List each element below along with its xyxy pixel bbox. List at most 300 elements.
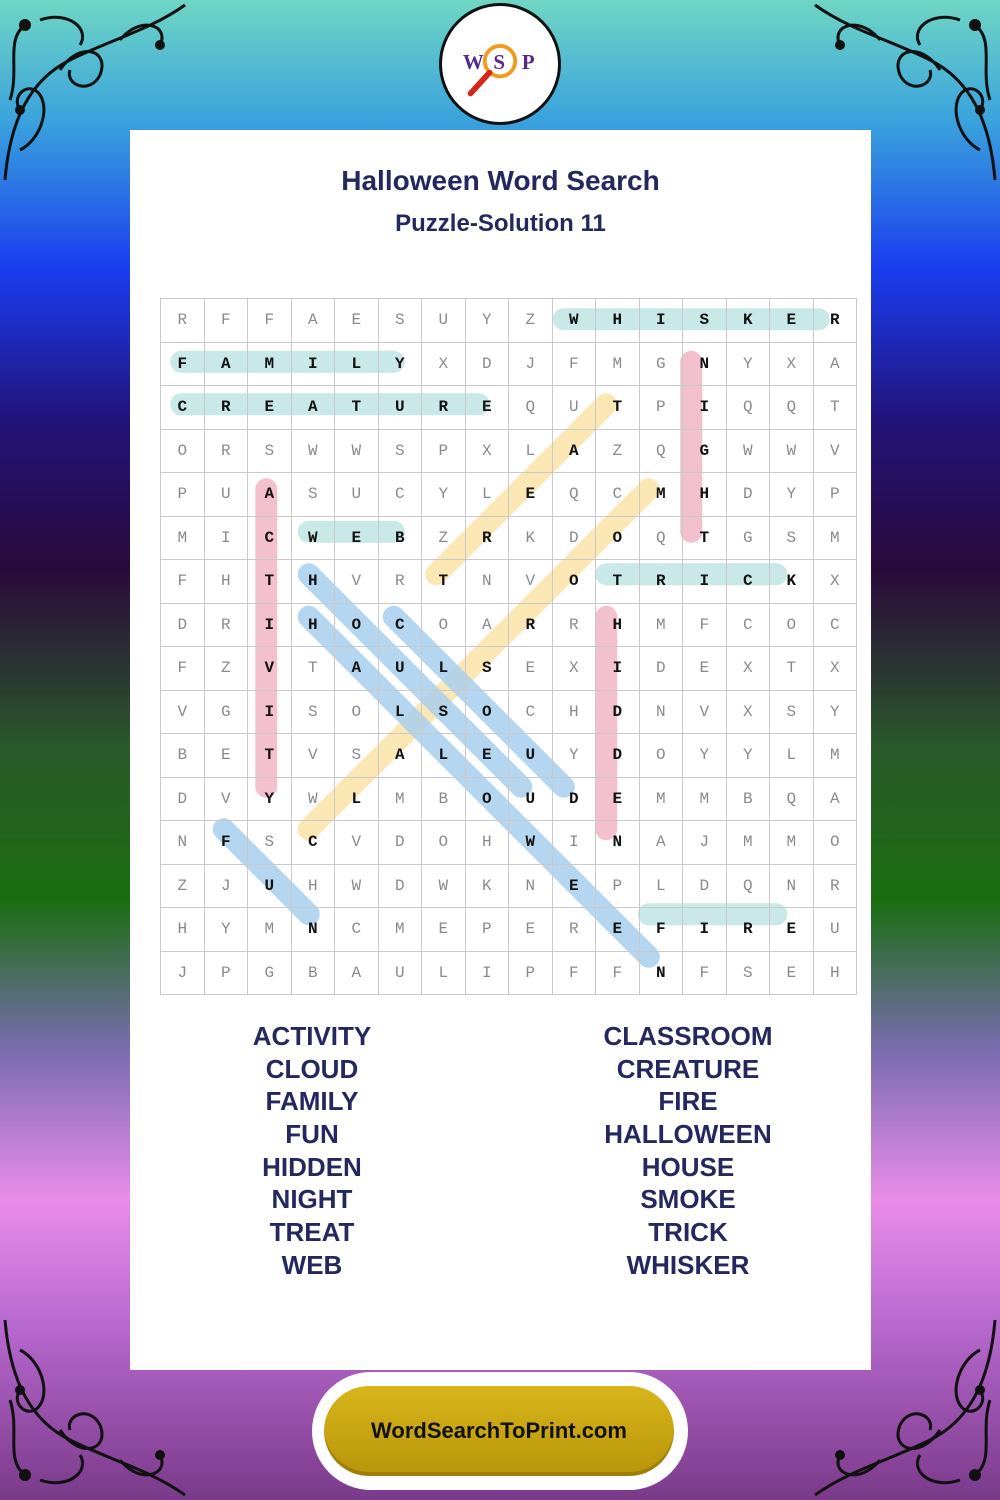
grid-cell: A	[204, 342, 248, 386]
grid-cell: D	[161, 603, 205, 647]
grid-cell: E	[204, 734, 248, 778]
grid-cell: C	[509, 690, 553, 734]
grid-cell: M	[161, 516, 205, 560]
grid-cell: L	[422, 734, 466, 778]
grid-cell: K	[770, 560, 814, 604]
grid-cell: R	[509, 603, 553, 647]
grid-cell: W	[552, 299, 596, 343]
grid-row	[161, 690, 857, 734]
grid-cell: E	[770, 951, 814, 995]
grid-cell: L	[465, 473, 509, 517]
grid-cell: M	[639, 473, 683, 517]
grid-cell: E	[335, 299, 379, 343]
grid-cell: W	[726, 429, 770, 473]
grid-cell: I	[248, 690, 292, 734]
grid-cell: O	[422, 603, 466, 647]
grid-cell: Q	[770, 777, 814, 821]
grid-cell: Z	[596, 429, 640, 473]
grid-row	[161, 647, 857, 691]
word-item: HOUSE	[641, 1151, 735, 1182]
grid-cell: L	[335, 342, 379, 386]
grid-cell: L	[422, 647, 466, 691]
logo-letter-w: W	[462, 49, 484, 74]
grid-cell: Y	[465, 299, 509, 343]
grid-cell: Q	[552, 473, 596, 517]
grid-cell: F	[683, 951, 727, 995]
grid-cell: I	[596, 647, 640, 691]
grid-cell: C	[291, 821, 335, 865]
grid-cell: O	[161, 429, 205, 473]
grid-cell: I	[683, 908, 727, 952]
grid-cell: S	[683, 299, 727, 343]
grid-cell: F	[161, 342, 205, 386]
footer-pill	[312, 1372, 688, 1490]
grid-cell: V	[204, 777, 248, 821]
grid-cell: B	[291, 951, 335, 995]
grid-cell: F	[204, 821, 248, 865]
logo-letter-p: P	[521, 49, 535, 74]
grid-cell: C	[378, 603, 422, 647]
grid-cell: O	[770, 603, 814, 647]
word-item: SMOKE	[640, 1184, 736, 1215]
grid-cell: E	[770, 299, 814, 343]
grid-cell: I	[248, 603, 292, 647]
grid-cell: A	[639, 821, 683, 865]
grid-cell: U	[552, 386, 596, 430]
grid-cell: B	[422, 777, 466, 821]
word-item: FUN	[285, 1119, 339, 1150]
grid-cell: M	[639, 777, 683, 821]
word-item: FIRE	[658, 1086, 718, 1117]
grid-row	[161, 734, 857, 778]
magnifier-handle-icon	[471, 73, 490, 94]
grid-cell: Y	[422, 473, 466, 517]
grid-cell: T	[291, 647, 335, 691]
grid-cell: E	[596, 908, 640, 952]
grid-cell: Y	[204, 908, 248, 952]
word-item: WHISKER	[626, 1249, 750, 1280]
grid-cell: K	[465, 864, 509, 908]
grid-cell: I	[204, 516, 248, 560]
grid-cell: R	[726, 908, 770, 952]
grid-cell: V	[248, 647, 292, 691]
grid-cell: O	[465, 690, 509, 734]
grid-cell: A	[291, 386, 335, 430]
grid-cell: Q	[726, 864, 770, 908]
grid-cell: I	[683, 386, 727, 430]
grid-cell: J	[683, 821, 727, 865]
grid-cell: N	[639, 951, 683, 995]
grid-cell: I	[552, 821, 596, 865]
grid-cell: E	[596, 777, 640, 821]
wsp-logo[interactable]	[439, 3, 561, 125]
page-title: Halloween Word Search	[341, 165, 660, 196]
grid-cell: V	[813, 429, 857, 473]
grid-cell: O	[596, 516, 640, 560]
grid-cell: S	[465, 647, 509, 691]
grid-cell: R	[813, 864, 857, 908]
grid-cell: X	[726, 647, 770, 691]
grid-cell: I	[291, 342, 335, 386]
grid-cell: N	[596, 821, 640, 865]
grid-cell: X	[813, 647, 857, 691]
grid-cell: H	[813, 951, 857, 995]
grid-cell: U	[509, 734, 553, 778]
grid-cell: M	[813, 734, 857, 778]
grid-cell: O	[335, 690, 379, 734]
grid-cell: S	[770, 516, 814, 560]
grid-cell: W	[422, 864, 466, 908]
grid-cell: O	[552, 560, 596, 604]
grid-cell: Y	[726, 734, 770, 778]
grid-row	[161, 386, 857, 430]
grid-cell: M	[248, 342, 292, 386]
word-grid	[160, 298, 840, 982]
grid-cell: V	[335, 821, 379, 865]
grid-cell: O	[335, 603, 379, 647]
grid-cell: W	[509, 821, 553, 865]
grid-cell: E	[509, 647, 553, 691]
grid-cell: N	[683, 342, 727, 386]
grid-cell: Q	[509, 386, 553, 430]
grid-cell: N	[509, 864, 553, 908]
grid-cell: L	[378, 690, 422, 734]
letter-grid	[160, 298, 857, 995]
grid-cell: N	[291, 908, 335, 952]
grid-cell: E	[770, 908, 814, 952]
word-item: NIGHT	[271, 1184, 353, 1215]
grid-cell: X	[770, 342, 814, 386]
grid-row	[161, 560, 857, 604]
word-item: FAMILY	[265, 1086, 359, 1117]
grid-cell: I	[639, 299, 683, 343]
grid-cell: U	[204, 473, 248, 517]
grid-cell: Y	[813, 690, 857, 734]
grid-cell: C	[726, 603, 770, 647]
grid-cell: A	[335, 951, 379, 995]
grid-cell: C	[335, 908, 379, 952]
grid-cell: D	[596, 734, 640, 778]
grid-cell: H	[204, 560, 248, 604]
grid-cell: R	[552, 603, 596, 647]
grid-cell: T	[770, 647, 814, 691]
grid-cell: S	[378, 299, 422, 343]
grid-cell: W	[291, 516, 335, 560]
grid-cell: S	[422, 690, 466, 734]
grid-cell: G	[248, 951, 292, 995]
grid-cell: R	[552, 908, 596, 952]
grid-cell: W	[291, 429, 335, 473]
grid-cell: X	[726, 690, 770, 734]
grid-cell: W	[335, 864, 379, 908]
grid-cell: W	[770, 429, 814, 473]
word-item: CREATURE	[616, 1053, 760, 1084]
grid-cell: X	[465, 429, 509, 473]
grid-cell: P	[422, 429, 466, 473]
grid-cell: A	[378, 734, 422, 778]
grid-cell: M	[248, 908, 292, 952]
grid-cell: U	[378, 951, 422, 995]
grid-cell: D	[552, 516, 596, 560]
grid-cell: F	[248, 299, 292, 343]
grid-row	[161, 342, 857, 386]
grid-cell: Q	[770, 386, 814, 430]
grid-cell: U	[422, 299, 466, 343]
grid-cell: P	[509, 951, 553, 995]
grid-cell: D	[552, 777, 596, 821]
grid-cell: S	[291, 473, 335, 517]
grid-cell: N	[161, 821, 205, 865]
grid-row	[161, 777, 857, 821]
word-item: CLOUD	[265, 1053, 359, 1084]
grid-cell: L	[639, 864, 683, 908]
grid-cell: I	[465, 951, 509, 995]
grid-cell: D	[465, 342, 509, 386]
grid-cell: R	[378, 560, 422, 604]
grid-cell: O	[813, 821, 857, 865]
grid-cell: D	[726, 473, 770, 517]
grid-cell: W	[335, 429, 379, 473]
grid-cell: Y	[552, 734, 596, 778]
grid-cell: L	[335, 777, 379, 821]
grid-cell: L	[770, 734, 814, 778]
grid-cell: F	[552, 951, 596, 995]
grid-cell: O	[422, 821, 466, 865]
grid-cell: E	[465, 734, 509, 778]
grid-cell: B	[161, 734, 205, 778]
grid-cell: Z	[509, 299, 553, 343]
grid-cell: M	[770, 821, 814, 865]
grid-cell: U	[335, 473, 379, 517]
grid-cell: H	[596, 299, 640, 343]
grid-cell: P	[161, 473, 205, 517]
grid-cell: G	[683, 429, 727, 473]
grid-cell: K	[726, 299, 770, 343]
grid-cell: E	[552, 864, 596, 908]
grid-cell: B	[726, 777, 770, 821]
grid-cell: X	[552, 647, 596, 691]
grid-cell: H	[291, 864, 335, 908]
grid-cell: R	[813, 299, 857, 343]
grid-cell: Y	[726, 342, 770, 386]
grid-cell: G	[726, 516, 770, 560]
grid-cell: A	[813, 777, 857, 821]
grid-row	[161, 429, 857, 473]
puzzle-card	[130, 130, 871, 1370]
grid-cell: Y	[683, 734, 727, 778]
grid-cell: T	[683, 516, 727, 560]
grid-cell: M	[378, 777, 422, 821]
logo-letter-s: S	[493, 49, 505, 74]
grid-cell: B	[378, 516, 422, 560]
grid-cell: F	[596, 951, 640, 995]
grid-cell: F	[552, 342, 596, 386]
grid-row	[161, 603, 857, 647]
grid-cell: E	[683, 647, 727, 691]
grid-cell: S	[335, 734, 379, 778]
grid-cell: F	[639, 908, 683, 952]
word-item: ACTIVITY	[252, 1021, 372, 1051]
grid-cell: P	[639, 386, 683, 430]
grid-cell: A	[552, 429, 596, 473]
grid-cell: M	[378, 908, 422, 952]
grid-cell: Q	[639, 516, 683, 560]
grid-cell: E	[248, 386, 292, 430]
grid-cell: C	[726, 560, 770, 604]
grid-cell: T	[422, 560, 466, 604]
grid-cell: S	[770, 690, 814, 734]
grid-cell: C	[248, 516, 292, 560]
grid-cell: D	[378, 864, 422, 908]
grid-cell: H	[291, 603, 335, 647]
grid-cell: E	[509, 473, 553, 517]
grid-cell: N	[639, 690, 683, 734]
word-list-left	[162, 1020, 462, 1282]
word-item: WEB	[281, 1249, 343, 1280]
grid-cell: E	[335, 516, 379, 560]
grid-row	[161, 821, 857, 865]
grid-cell: H	[161, 908, 205, 952]
grid-cell: U	[378, 647, 422, 691]
grid-cell: C	[161, 386, 205, 430]
grid-cell: A	[465, 603, 509, 647]
grid-cell: T	[248, 734, 292, 778]
grid-row	[161, 299, 857, 343]
grid-cell: G	[639, 342, 683, 386]
grid-cell: A	[248, 473, 292, 517]
grid-cell: D	[683, 864, 727, 908]
grid-cell: E	[509, 908, 553, 952]
word-item: TRICK	[648, 1217, 728, 1248]
grid-cell: L	[422, 951, 466, 995]
site-link-button[interactable]: WordSearchToPrint.com	[324, 1386, 674, 1476]
grid-cell: T	[596, 386, 640, 430]
grid-cell: T	[813, 386, 857, 430]
grid-cell: C	[378, 473, 422, 517]
grid-cell: V	[335, 560, 379, 604]
grid-cell: H	[596, 603, 640, 647]
grid-cell: P	[204, 951, 248, 995]
grid-row	[161, 864, 857, 908]
grid-cell: F	[204, 299, 248, 343]
grid-cell: J	[161, 951, 205, 995]
grid-cell: D	[378, 821, 422, 865]
grid-cell: R	[204, 603, 248, 647]
page-subtitle: Puzzle-Solution 11	[395, 210, 606, 237]
grid-cell: H	[465, 821, 509, 865]
grid-cell: M	[726, 821, 770, 865]
grid-cell: C	[596, 473, 640, 517]
grid-cell: Y	[248, 777, 292, 821]
grid-cell: Z	[422, 516, 466, 560]
word-list-right	[538, 1020, 838, 1282]
grid-cell: Z	[161, 864, 205, 908]
grid-cell: F	[161, 560, 205, 604]
grid-cell: F	[683, 603, 727, 647]
grid-cell: R	[204, 386, 248, 430]
grid-cell: J	[509, 342, 553, 386]
grid-cell: V	[683, 690, 727, 734]
grid-cell: D	[639, 647, 683, 691]
grid-cell: R	[639, 560, 683, 604]
grid-cell: M	[596, 342, 640, 386]
grid-cell: R	[204, 429, 248, 473]
grid-cell: P	[465, 908, 509, 952]
grid-cell: S	[726, 951, 770, 995]
grid-cell: C	[813, 603, 857, 647]
grid-cell: O	[639, 734, 683, 778]
grid-cell: V	[291, 734, 335, 778]
grid-cell: S	[378, 429, 422, 473]
grid-cell: I	[683, 560, 727, 604]
grid-cell: E	[465, 386, 509, 430]
grid-cell: H	[291, 560, 335, 604]
grid-cell: Q	[639, 429, 683, 473]
grid-row	[161, 908, 857, 952]
grid-cell: T	[335, 386, 379, 430]
grid-cell: R	[465, 516, 509, 560]
grid-cell: X	[422, 342, 466, 386]
grid-cell: K	[509, 516, 553, 560]
word-item: HIDDEN	[262, 1151, 362, 1182]
grid-cell: V	[509, 560, 553, 604]
grid-cell: N	[465, 560, 509, 604]
grid-cell: A	[291, 299, 335, 343]
grid-cell: U	[248, 864, 292, 908]
word-item: TREAT	[269, 1217, 355, 1248]
grid-cell: Q	[726, 386, 770, 430]
word-item: HALLOWEEN	[604, 1119, 772, 1150]
grid-cell: U	[378, 386, 422, 430]
grid-row	[161, 951, 857, 995]
grid-cell: D	[596, 690, 640, 734]
grid-cell: L	[509, 429, 553, 473]
grid-cell: M	[639, 603, 683, 647]
grid-cell: R	[422, 386, 466, 430]
grid-cell: F	[161, 647, 205, 691]
grid-cell: J	[204, 864, 248, 908]
grid-cell: R	[161, 299, 205, 343]
grid-cell: P	[596, 864, 640, 908]
grid-cell: A	[335, 647, 379, 691]
grid-cell: G	[204, 690, 248, 734]
grid-cell: N	[770, 864, 814, 908]
grid-cell: H	[683, 473, 727, 517]
grid-cell: M	[813, 516, 857, 560]
grid-cell: Y	[378, 342, 422, 386]
grid-cell: P	[813, 473, 857, 517]
grid-cell: E	[422, 908, 466, 952]
grid-cell: V	[161, 690, 205, 734]
grid-cell: Z	[204, 647, 248, 691]
grid-row	[161, 516, 857, 560]
grid-cell: S	[248, 429, 292, 473]
grid-cell: A	[813, 342, 857, 386]
grid-cell: H	[552, 690, 596, 734]
grid-cell: S	[291, 690, 335, 734]
grid-cell: W	[291, 777, 335, 821]
grid-cell: O	[465, 777, 509, 821]
grid-cell: X	[813, 560, 857, 604]
word-item: CLASSROOM	[603, 1021, 773, 1051]
grid-cell: M	[683, 777, 727, 821]
grid-cell: Y	[770, 473, 814, 517]
grid-cell: T	[596, 560, 640, 604]
grid-cell: U	[813, 908, 857, 952]
grid-cell: T	[248, 560, 292, 604]
grid-cell: S	[248, 821, 292, 865]
grid-row	[161, 473, 857, 517]
